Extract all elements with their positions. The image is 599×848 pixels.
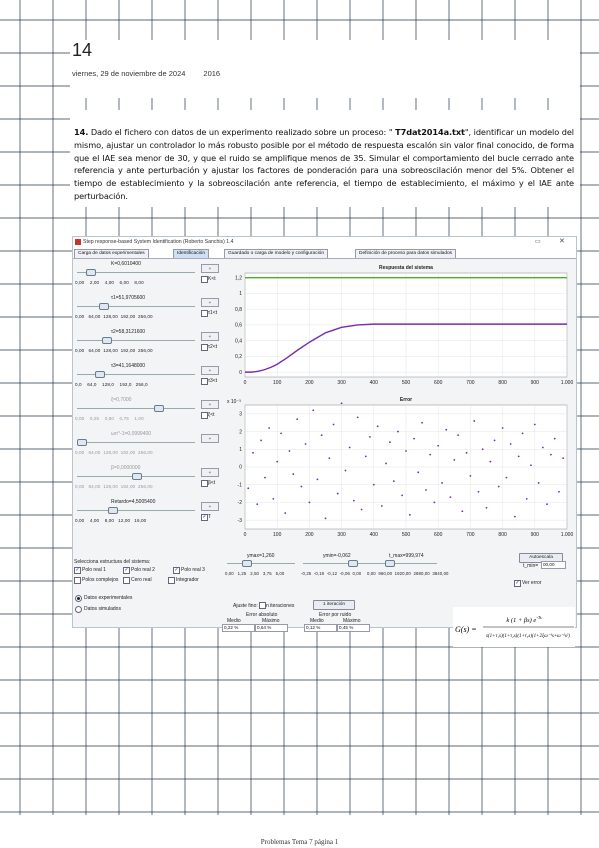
error-point-61 bbox=[494, 440, 496, 442]
error-point-10 bbox=[289, 450, 291, 452]
problem-text-rest: ", identificar un modelo del mismo, ajustar un controlador lo más robusto posible por el método de respuesta escalón sin valor final conocido, de forma que el IAE sea menor de 30, y que el ruido se amplifique menos de 35. Simular el comportamiento del bucle cerrado ante referencia y ante perturbación y ajustar los factores de ponderación para una sobreoscilación menor del 5%. Obtener el tiempo de establecimiento y la sobreoscilación ante referencia, el tiempo de establecimiento, el máximo y el IAE ante perturbación. bbox=[74, 127, 574, 201]
slider-up-button-5[interactable]: + bbox=[201, 434, 219, 443]
x-tick-label-1-9: 900 bbox=[530, 532, 539, 538]
structure-checkbox-label-4: Cero real bbox=[131, 577, 152, 583]
error-point-13 bbox=[300, 486, 302, 488]
error-point-70 bbox=[530, 464, 532, 466]
slider-ticks-4: 0,00 0,25 0,50 0,75 1,00 bbox=[75, 416, 144, 421]
error-point-16 bbox=[312, 409, 314, 411]
day-number: 14 bbox=[72, 40, 93, 60]
y-tick-label-0-0: 0 bbox=[239, 369, 242, 376]
formula-numerator: k (1 + βs) e bbox=[506, 617, 537, 624]
error-point-58 bbox=[482, 448, 484, 450]
error-point-40 bbox=[409, 514, 411, 516]
slider-label-0: K=0,6010400 bbox=[111, 261, 141, 267]
chart-title-1: Error bbox=[399, 397, 413, 403]
x-tick-label-1-5: 500 bbox=[401, 532, 411, 538]
error-point-17 bbox=[317, 479, 319, 481]
data-source-radio-0[interactable] bbox=[75, 595, 82, 602]
response-chart bbox=[225, 261, 573, 391]
error-point-64 bbox=[506, 477, 508, 479]
y-tick-label-1-1: -2 bbox=[237, 500, 242, 507]
error-point-19 bbox=[325, 517, 327, 519]
slider-up-button-1[interactable]: + bbox=[201, 298, 219, 307]
noise-max-label: Máximo bbox=[343, 618, 361, 624]
slider-thumb-0[interactable] bbox=[86, 269, 96, 276]
x-tick-label-1-6: 600 bbox=[434, 532, 443, 538]
autoscale-button[interactable]: Autoescala bbox=[519, 553, 563, 563]
x-tick-label-0-8: 800 bbox=[498, 380, 507, 386]
error-point-7 bbox=[276, 461, 278, 463]
year-text: 2016 bbox=[203, 69, 221, 78]
error-point-53 bbox=[461, 510, 463, 512]
tab-guardado-modelo[interactable]: Guardado o carga de modelo y configuración bbox=[224, 249, 328, 258]
identification-panel bbox=[73, 259, 576, 639]
error-point-25 bbox=[349, 447, 351, 449]
error-point-52 bbox=[457, 434, 459, 436]
date-text: viernes, 29 de noviembre de 2024 bbox=[72, 69, 186, 78]
x-tick-label-1-8: 800 bbox=[498, 532, 507, 538]
axis-slider-thumb-1[interactable] bbox=[348, 560, 358, 567]
abs-max-label: Máximo bbox=[262, 618, 280, 624]
error-point-23 bbox=[341, 402, 343, 404]
axis-slider-label-1: ymin=-0,062 bbox=[323, 553, 351, 559]
error-point-8 bbox=[280, 432, 282, 434]
error-point-50 bbox=[450, 496, 452, 498]
slider-track-1[interactable] bbox=[77, 306, 195, 307]
slider-thumb-7[interactable] bbox=[108, 507, 118, 514]
x-tick-label-1-1: 100 bbox=[273, 532, 282, 538]
slider-lock-checkbox-4[interactable] bbox=[201, 412, 208, 419]
error-point-78 bbox=[562, 457, 564, 459]
error-point-30 bbox=[369, 436, 371, 438]
data-source-radio-label-0: Datos experimentales bbox=[84, 595, 133, 601]
slider-up-button-0[interactable]: + bbox=[201, 264, 219, 273]
slider-lock-label-4: ξ<t bbox=[208, 412, 215, 418]
error-point-27 bbox=[357, 417, 359, 419]
noise-error-max-value: 0,45 % bbox=[337, 624, 370, 632]
slider-track-7[interactable] bbox=[77, 510, 195, 511]
structure-checkbox-4[interactable] bbox=[123, 577, 130, 584]
slider-track-2[interactable] bbox=[77, 340, 195, 341]
slider-lock-label-2: τ2<t bbox=[208, 344, 218, 350]
title-bar bbox=[73, 237, 576, 248]
slider-lock-label-3: τ3<t bbox=[208, 378, 218, 384]
svg-text:G(s) =: G(s) = bbox=[455, 625, 477, 634]
x-tick-label-0-9: 900 bbox=[530, 380, 539, 386]
error-point-21 bbox=[333, 424, 335, 426]
problem-statement bbox=[74, 126, 574, 203]
error-point-55 bbox=[470, 475, 472, 477]
x-tick-label-1-0: 0 bbox=[243, 532, 247, 538]
x-tick-label-0-2: 200 bbox=[305, 380, 314, 386]
error-point-2 bbox=[256, 503, 258, 505]
structure-checkbox-label-0: Polo real 1 bbox=[82, 567, 106, 573]
error-point-29 bbox=[365, 455, 367, 457]
axis-slider-ticks-2: 0,00 960,00 1920,00 2880,00 3840,00 bbox=[367, 571, 449, 576]
y-tick-label-1-6: 3 bbox=[239, 411, 242, 418]
tab-carga-datos[interactable]: Carga de datos experimentales bbox=[74, 249, 149, 258]
slider-lock-checkbox-1[interactable] bbox=[201, 310, 208, 317]
page-footer: Problemas Tema 7 página 1 bbox=[260, 838, 339, 846]
y-tick-label-1-5: 2 bbox=[239, 429, 242, 436]
error-point-67 bbox=[518, 455, 520, 457]
y-tick-label-1-4: 1 bbox=[239, 446, 242, 453]
x-tick-label-0-4: 400 bbox=[369, 380, 378, 386]
slider-thumb-2[interactable] bbox=[102, 337, 112, 344]
structure-checkbox-label-3: Polos complejos bbox=[82, 577, 119, 583]
axis-slider-label-0: ymax=1,260 bbox=[247, 553, 275, 559]
slider-thumb-1[interactable] bbox=[99, 303, 109, 310]
error-point-49 bbox=[445, 429, 447, 431]
error-point-3 bbox=[260, 440, 262, 442]
error-point-74 bbox=[546, 503, 548, 505]
error-point-45 bbox=[429, 454, 431, 456]
noise-error-title: Error por ruido bbox=[319, 612, 352, 618]
axis-slider-label-2: t_max=999,974 bbox=[389, 553, 424, 559]
error-point-1 bbox=[252, 452, 254, 454]
error-point-37 bbox=[397, 431, 399, 433]
axis-slider-track-2[interactable] bbox=[369, 563, 437, 564]
x-tick-label-1-10: 1.000 bbox=[560, 532, 574, 538]
error-point-60 bbox=[489, 461, 491, 463]
error-point-38 bbox=[401, 494, 403, 496]
formula-exponent: -Ts bbox=[536, 615, 542, 620]
slider-ticks-2: 0,00 64,00 128,00 192,00 256,00 bbox=[75, 348, 153, 353]
structure-checkbox-label-1: Polo real 2 bbox=[131, 567, 155, 573]
y-tick-label-0-6: 1,2 bbox=[235, 275, 242, 282]
slider-up-button-2[interactable]: + bbox=[201, 332, 219, 341]
date-line bbox=[72, 69, 220, 78]
error-point-47 bbox=[437, 445, 439, 447]
tab-identificacion[interactable]: Identificación bbox=[173, 249, 209, 258]
slider-lock-checkbox-2[interactable] bbox=[201, 344, 208, 351]
y-tick-label-0-1: 0,2 bbox=[235, 354, 242, 361]
error-point-48 bbox=[441, 482, 443, 484]
x-tick-label-1-3: 300 bbox=[337, 532, 346, 538]
tmin-input[interactable]: 00,00 bbox=[541, 561, 566, 569]
error-point-24 bbox=[345, 470, 347, 472]
file-name: T7dat2014a.txt bbox=[395, 127, 465, 137]
error-point-46 bbox=[433, 502, 435, 504]
close-icon[interactable]: ✕ bbox=[559, 238, 565, 245]
error-point-72 bbox=[538, 482, 540, 484]
y-tick-label-1-2: -1 bbox=[237, 482, 242, 489]
minimize-icon[interactable]: ▭ bbox=[535, 239, 541, 245]
error-point-68 bbox=[522, 432, 524, 434]
error-point-20 bbox=[328, 457, 330, 459]
error-point-54 bbox=[466, 452, 468, 454]
slider-ticks-6: 0,00 64,00 128,00 192,00 256,00 bbox=[75, 484, 153, 489]
structure-label: Selecciona estructura del sistema: bbox=[74, 559, 151, 565]
x-tick-label-0-5: 500 bbox=[401, 380, 411, 386]
error-point-14 bbox=[305, 443, 307, 445]
axis-slider-track-1[interactable] bbox=[303, 563, 371, 564]
error-point-28 bbox=[361, 509, 363, 511]
error-point-32 bbox=[377, 425, 379, 427]
abs-medio-label: Medio bbox=[227, 618, 241, 624]
slider-label-6: β=0,0000000 bbox=[111, 465, 141, 471]
abs-error-title: Error absoluto bbox=[246, 612, 278, 618]
error-point-63 bbox=[502, 427, 504, 429]
x-tick-label-0-6: 600 bbox=[434, 380, 443, 386]
slider-lock-label-1: τ1<t bbox=[208, 310, 218, 316]
axis-slider-ticks-0: 0,00 1,25 2,50 3,75 5,00 bbox=[225, 571, 285, 576]
error-point-76 bbox=[554, 438, 556, 440]
axis-slider-thumb-0[interactable] bbox=[242, 560, 252, 567]
slider-up-button-3[interactable]: + bbox=[201, 366, 219, 375]
app-icon bbox=[75, 239, 81, 245]
slider-ticks-3: 0,0 64,0 128,0 192,0 256,0 bbox=[75, 382, 148, 387]
x-tick-label-0-7: 700 bbox=[466, 380, 475, 386]
error-point-4 bbox=[264, 477, 266, 479]
slider-lock-checkbox-7[interactable]: ✓ bbox=[202, 514, 207, 520]
structure-checkbox-2[interactable]: ✓ bbox=[174, 567, 179, 573]
x-tick-label-0-0: 0 bbox=[243, 380, 247, 386]
error-point-43 bbox=[421, 422, 423, 424]
slider-lock-checkbox-0[interactable] bbox=[201, 276, 208, 283]
error-point-39 bbox=[405, 450, 407, 452]
error-point-36 bbox=[393, 480, 395, 482]
error-point-35 bbox=[389, 441, 391, 443]
error-point-41 bbox=[413, 438, 415, 440]
window-title: Step response-based System Identification (Roberto Sanchis) 1.4 bbox=[83, 239, 234, 245]
error-point-5 bbox=[268, 427, 270, 429]
slider-lock-checkbox-6[interactable] bbox=[201, 480, 208, 487]
error-point-77 bbox=[558, 491, 560, 493]
slider-ticks-0: 0,00 2,00 4,00 6,00 8,00 bbox=[75, 280, 144, 285]
error-point-59 bbox=[486, 507, 488, 509]
error-point-26 bbox=[353, 500, 355, 502]
problem-text-start: Dado el fichero con datos de un experimento realizado sobre un proceso: " bbox=[88, 127, 396, 137]
y-tick-label-1-0: -3 bbox=[237, 517, 242, 524]
formula-graphic bbox=[453, 607, 575, 647]
error-point-71 bbox=[534, 424, 536, 426]
fine-tune-label: Ajuste fino: bbox=[233, 603, 258, 609]
error-point-44 bbox=[425, 489, 427, 491]
structure-checkbox-3[interactable] bbox=[74, 577, 81, 584]
structure-checkbox-label-2: Polo real 3 bbox=[181, 567, 205, 573]
slider-label-4: ξ=0,7000 bbox=[111, 397, 132, 403]
slider-thumb-6[interactable] bbox=[132, 473, 142, 480]
data-source-radio-1[interactable] bbox=[75, 606, 82, 613]
structure-checkbox-label-5: Integrador bbox=[176, 577, 199, 583]
y-tick-label-0-5: 1 bbox=[239, 291, 242, 298]
error-point-33 bbox=[381, 505, 383, 507]
x-tick-label-0-1: 100 bbox=[273, 380, 282, 386]
data-source-radio-label-1: Datos simulados bbox=[84, 606, 121, 612]
ver-error-checkbox[interactable]: ✓ bbox=[515, 580, 520, 586]
x-tick-label-1-4: 400 bbox=[369, 532, 378, 538]
error-point-31 bbox=[373, 484, 375, 486]
tab-definicion-proceso[interactable]: Definición de proceso para datos simulados bbox=[355, 249, 456, 258]
error-point-18 bbox=[321, 434, 323, 436]
tab-bar bbox=[73, 249, 576, 259]
svg-text:s(1+τ₁s)(1+τ₂s)(1+τ₃s)(1+2ξω⁻¹: s(1+τ₁s)(1+τ₂s)(1+τ₃s)(1+2ξω⁻¹s+ω⁻²s²) bbox=[486, 634, 570, 639]
error-point-51 bbox=[453, 459, 455, 461]
slider-track-4[interactable] bbox=[77, 408, 195, 409]
slider-thumb-5[interactable] bbox=[77, 439, 87, 446]
structure-checkbox-0[interactable]: ✓ bbox=[75, 567, 80, 573]
error-point-65 bbox=[510, 443, 512, 445]
svg-text:k (1 + βs) e-Ts bbox=[506, 615, 542, 624]
noise-error-medio-value: 0,12 % bbox=[304, 624, 337, 632]
error-point-6 bbox=[272, 498, 274, 500]
x-tick-label-0-3: 300 bbox=[337, 380, 346, 386]
error-point-75 bbox=[550, 454, 552, 456]
structure-checkbox-1[interactable]: ✓ bbox=[124, 567, 129, 573]
y-tick-label-0-4: 0,8 bbox=[235, 306, 242, 313]
noise-medio-label: Medio bbox=[310, 618, 324, 624]
error-point-9 bbox=[284, 512, 286, 514]
y-tick-label-1-3: 0 bbox=[239, 464, 242, 471]
error-point-15 bbox=[309, 502, 311, 504]
abs-error-medio-value: 0,22 % bbox=[222, 624, 255, 632]
error-point-62 bbox=[498, 486, 500, 488]
problem-number: 14. bbox=[74, 127, 89, 137]
error-chart bbox=[225, 393, 573, 543]
slider-label-7: Retardo=4,5005400 bbox=[111, 499, 156, 505]
slider-ticks-7: 0,00 4,00 8,00 12,00 16,00 bbox=[75, 518, 147, 523]
slider-label-5: ωn^-1=0,0999400 bbox=[111, 431, 152, 437]
x-tick-label-1-2: 200 bbox=[305, 532, 314, 538]
axis-slider-ticks-1: -0,25 -0,19 -0,12 -0,06 0,00 bbox=[301, 571, 362, 576]
slider-label-3: τ3=41,1648000 bbox=[111, 363, 146, 369]
tmin-label: t_min= bbox=[523, 563, 539, 569]
structure-checkbox-5[interactable] bbox=[168, 577, 175, 584]
error-point-69 bbox=[526, 498, 528, 500]
slider-up-button-4[interactable]: + bbox=[201, 400, 219, 409]
chart-title-0: Respuesta del sistema bbox=[379, 265, 433, 271]
error-point-73 bbox=[542, 447, 544, 449]
slider-thumb-3[interactable] bbox=[95, 371, 105, 378]
y-scale-label-1: x 10⁻³ bbox=[227, 399, 241, 405]
slider-lock-label-6: β<t bbox=[208, 480, 216, 486]
slider-up-button-7[interactable]: + bbox=[201, 502, 219, 511]
slider-ticks-1: 0,00 64,00 128,00 192,00 256,00 bbox=[75, 314, 153, 319]
error-point-66 bbox=[514, 516, 516, 518]
slider-lock-label-0: K<t bbox=[208, 276, 216, 282]
x-tick-label-0-10: 1.000 bbox=[560, 380, 574, 386]
abs-error-max-value: 0,64 % bbox=[255, 624, 288, 632]
transfer-function-formula bbox=[453, 607, 575, 647]
slider-up-button-6[interactable]: + bbox=[201, 468, 219, 477]
app-window bbox=[72, 236, 577, 639]
slider-track-5[interactable] bbox=[77, 442, 195, 443]
one-iteration-button[interactable]: 1 iteración bbox=[313, 600, 355, 610]
error-point-57 bbox=[478, 491, 480, 493]
ver-error-label: Ver error bbox=[522, 580, 542, 586]
slider-label-2: τ2=58,3121600 bbox=[111, 329, 146, 335]
error-point-11 bbox=[292, 473, 294, 475]
error-point-34 bbox=[385, 463, 387, 465]
slider-label-1: τ1=51,9705600 bbox=[111, 295, 146, 301]
iterations-checkbox[interactable] bbox=[259, 602, 266, 609]
iterations-label: n iteraciones bbox=[266, 603, 295, 609]
y-tick-label-0-2: 0,4 bbox=[235, 338, 242, 345]
y-tick-label-0-3: 0,6 bbox=[235, 322, 242, 329]
axis-slider-thumb-2[interactable] bbox=[385, 560, 395, 567]
slider-lock-checkbox-3[interactable] bbox=[201, 378, 208, 385]
error-point-22 bbox=[337, 493, 339, 495]
slider-ticks-5: 0,00 64,00 128,00 192,00 256,00 bbox=[75, 450, 153, 455]
error-point-0 bbox=[247, 487, 249, 489]
x-tick-label-1-7: 700 bbox=[466, 532, 475, 538]
error-point-56 bbox=[473, 420, 475, 422]
error-point-42 bbox=[417, 471, 419, 473]
error-point-12 bbox=[296, 418, 298, 420]
slider-lock-label-7: T bbox=[208, 514, 212, 520]
axis-slider-track-0[interactable] bbox=[227, 563, 295, 564]
slider-thumb-4[interactable] bbox=[154, 405, 164, 412]
